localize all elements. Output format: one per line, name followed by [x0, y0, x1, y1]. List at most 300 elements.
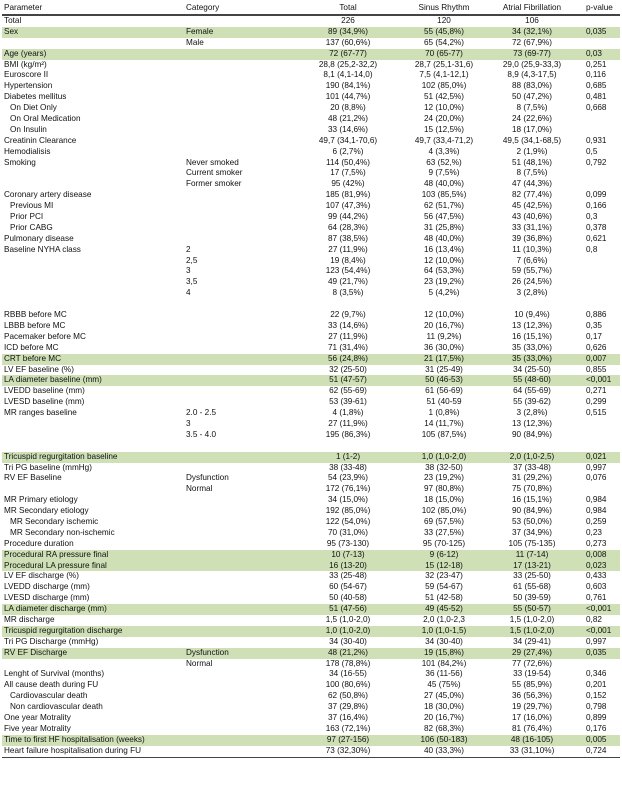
- row-parameter: LVESD baseline (mm): [4, 397, 85, 407]
- row-atrial-fibrillation: 43 (40,6%): [511, 212, 553, 222]
- row-total: 50 (40-58): [329, 593, 367, 603]
- row-sinus-rhythm: 11 (9,2%): [426, 331, 462, 341]
- row-parameter: CRT before MC: [4, 353, 62, 363]
- row-parameter: All cause death during FU: [4, 680, 99, 690]
- table-row: [2, 332, 620, 343]
- table-row: [2, 49, 620, 60]
- row-sinus-rhythm: 12 (10,0%): [423, 310, 465, 320]
- table-row: [2, 615, 620, 626]
- row-sinus-rhythm: 102 (85,0%): [421, 81, 467, 91]
- row-total: 33 (14,6%): [327, 124, 369, 134]
- row-sinus-rhythm: 18 (30,0%): [423, 702, 465, 712]
- row-sinus-rhythm: 24 (20,0%): [423, 114, 465, 124]
- row-sinus-rhythm: 82 (68,3%): [423, 723, 465, 733]
- table-row: [2, 288, 620, 299]
- row-category: 3: [186, 418, 191, 428]
- table-header-row: [2, 2, 620, 15]
- row-sinus-rhythm: 106 (50-183): [420, 734, 468, 744]
- table-row: [2, 38, 620, 49]
- table-row: [2, 408, 620, 419]
- row-total: 60 (54-67): [329, 582, 367, 592]
- row-p-value: <0,001: [586, 375, 612, 385]
- row-p-value: 0,005: [586, 734, 607, 744]
- row-total: 185 (81,9%): [325, 190, 371, 200]
- row-p-value: 0,433: [586, 571, 607, 581]
- row-sinus-rhythm: 33 (27,5%): [423, 527, 465, 537]
- row-atrial-fibrillation: 1,5 (1,0-2,0): [509, 614, 555, 624]
- row-total: 33 (14,6%): [327, 320, 369, 330]
- row-p-value: 0,997: [586, 636, 607, 646]
- table-row: [2, 441, 620, 452]
- row-p-value: 0,886: [586, 310, 607, 320]
- table-row: [2, 637, 620, 648]
- table-row: [2, 147, 620, 158]
- table-row: [2, 354, 620, 365]
- table-row: [2, 746, 620, 758]
- row-p-value: 0,271: [586, 386, 607, 396]
- header-parameter: Parameter: [4, 3, 43, 12]
- row-sinus-rhythm: 16 (13,4%): [423, 244, 465, 254]
- row-p-value: 0,761: [586, 593, 607, 603]
- row-total: 10 (7-13): [331, 549, 365, 559]
- row-atrial-fibrillation: 35 (33,0%): [511, 342, 553, 352]
- row-category: Dysfunction: [186, 473, 229, 483]
- table-row: [2, 212, 620, 223]
- row-atrial-fibrillation: 51 (48,1%): [511, 157, 553, 167]
- table-row: [2, 168, 620, 179]
- row-parameter: Coronary artery disease: [4, 190, 92, 200]
- row-total: 95 (73-130): [326, 538, 370, 548]
- row-parameter: Euroscore II: [4, 70, 49, 80]
- row-atrial-fibrillation: 55 (50-57): [513, 604, 551, 614]
- row-p-value: 0,116: [586, 70, 606, 80]
- table-row: [2, 179, 620, 190]
- row-p-value: 0,259: [586, 516, 607, 526]
- row-sinus-rhythm: 48 (40,0%): [423, 233, 465, 243]
- row-total: 1,0 (1,0-2,0): [325, 625, 371, 635]
- row-atrial-fibrillation: 39 (36,8%): [511, 233, 553, 243]
- row-p-value: 0,626: [586, 342, 607, 352]
- table-row: [2, 473, 620, 484]
- table-row: [2, 321, 620, 332]
- row-total: 70 (31,0%): [327, 527, 369, 537]
- table-body: [2, 15, 620, 758]
- row-total: 163 (72,1%): [325, 723, 371, 733]
- row-parameter: Procedural LA pressure final: [4, 560, 107, 570]
- row-total: 1 (1-2): [335, 451, 361, 461]
- row-total: 48 (21,2%): [327, 647, 369, 657]
- table-row: [2, 517, 620, 528]
- row-parameter: Total: [4, 16, 22, 25]
- row-parameter: Hemodialisis: [4, 146, 51, 156]
- row-total: 51 (47-56): [329, 604, 367, 614]
- row-atrial-fibrillation: 72 (67,9%): [511, 37, 553, 47]
- row-parameter: MR Secondary etiology: [4, 506, 89, 516]
- row-sinus-rhythm: 38 (32-50): [425, 462, 463, 472]
- row-atrial-fibrillation: 19 (29,7%): [511, 702, 553, 712]
- row-p-value: 0,023: [586, 560, 607, 570]
- row-p-value: 0,724: [586, 745, 607, 755]
- table-row: [2, 158, 620, 169]
- row-atrial-fibrillation: 17 (16,0%): [511, 713, 553, 722]
- row-atrial-fibrillation: 34 (25-50): [513, 364, 551, 374]
- table-row: [2, 234, 620, 245]
- row-p-value: 0,82: [586, 614, 602, 624]
- row-sinus-rhythm: 15 (12-18): [425, 560, 463, 570]
- row-total: 34 (16-55): [329, 669, 367, 679]
- row-parameter: RV EF Discharge: [4, 647, 68, 657]
- row-p-value: 0,099: [586, 190, 607, 200]
- table-row: [2, 70, 620, 81]
- row-p-value: 0,997: [586, 462, 607, 472]
- row-total: 27 (11,9%): [328, 331, 368, 341]
- row-sinus-rhythm: 49 (45-52): [425, 604, 463, 614]
- row-parameter: BMI (kg/m²): [4, 59, 47, 69]
- row-atrial-fibrillation: 64 (55-69): [513, 386, 551, 396]
- row-sinus-rhythm: 45 (75%): [427, 680, 461, 690]
- row-sinus-rhythm: 31 (25,8%): [423, 222, 465, 232]
- row-p-value: <0,001: [586, 604, 612, 614]
- row-total: 195 (86,3%): [325, 429, 371, 439]
- row-atrial-fibrillation: 61 (55-68): [513, 582, 551, 592]
- table-row: [2, 648, 620, 659]
- row-total: 20 (8,8%): [330, 103, 366, 113]
- table-row: [2, 604, 620, 615]
- table-row: [2, 735, 620, 746]
- row-total: 99 (44,2%): [327, 212, 369, 222]
- row-p-value: 0,251: [586, 59, 607, 69]
- row-sinus-rhythm: 34 (30-40): [425, 636, 463, 646]
- row-sinus-rhythm: 56 (47,5%): [423, 212, 465, 222]
- row-p-value: 0,984: [586, 506, 607, 516]
- row-p-value: 0,5: [586, 146, 598, 156]
- row-atrial-fibrillation: 3 (2,8%): [516, 408, 548, 418]
- row-parameter: Smoking: [4, 157, 36, 167]
- row-parameter: Sex: [4, 26, 19, 36]
- table-row: [2, 506, 620, 517]
- table-row: [2, 223, 620, 234]
- row-atrial-fibrillation: 88 (83,0%): [511, 81, 553, 91]
- row-parameter: Lenght of Survival (months): [4, 669, 105, 679]
- row-p-value: 0,855: [586, 364, 607, 374]
- table-row: [2, 463, 620, 474]
- row-sinus-rhythm: 51 (40-59: [426, 397, 462, 407]
- table-row: [2, 539, 620, 550]
- row-p-value: 0,273: [586, 538, 607, 548]
- row-category: 3: [186, 266, 191, 276]
- table-row: [2, 495, 620, 506]
- row-p-value: <0,001: [586, 625, 612, 635]
- row-sinus-rhythm: 48 (40,0%): [423, 179, 465, 189]
- table-row: [2, 593, 620, 604]
- row-sinus-rhythm: 7,5 (4,1-12,1): [419, 70, 469, 80]
- row-total: 34 (15,0%): [327, 495, 369, 505]
- row-sinus-rhythm: 40 (33,3%): [423, 745, 465, 755]
- row-atrial-fibrillation: 10 (9,4%): [514, 310, 550, 320]
- row-atrial-fibrillation: 37 (33-48): [513, 462, 551, 472]
- row-parameter: Pacemaker before MC: [4, 331, 86, 341]
- row-atrial-fibrillation: 17 (13-21): [513, 560, 551, 570]
- row-parameter: Age (years): [4, 48, 47, 58]
- table-row: [2, 724, 620, 735]
- row-total: 49 (21,7%): [327, 277, 369, 287]
- row-parameter: Tri PG baseline (mmHg): [4, 462, 92, 472]
- row-total: 137 (60,6%): [325, 37, 371, 47]
- table-row: [2, 561, 620, 572]
- row-atrial-fibrillation: 31 (29,2%): [511, 473, 553, 483]
- row-total: 95 (42%): [331, 179, 365, 189]
- row-atrial-fibrillation: 16 (15,1%): [511, 495, 553, 505]
- row-sinus-rhythm: 12 (10,0%): [423, 103, 465, 113]
- row-parameter: ICD before MC: [4, 342, 59, 352]
- row-parameter: LBBB before MC: [4, 320, 66, 330]
- row-atrial-fibrillation: 8 (7,5%): [516, 168, 548, 178]
- row-parameter: LA diameter discharge (mm): [4, 604, 107, 614]
- row-atrial-fibrillation: 50 (39-59): [513, 593, 551, 603]
- table-row: [2, 430, 620, 441]
- table-row: [2, 680, 620, 691]
- row-total: 178 (78,8%): [325, 658, 371, 668]
- row-sinus-rhythm: 50 (46-53): [425, 375, 463, 385]
- row-sinus-rhythm: 97 (80,8%): [423, 484, 465, 494]
- row-parameter: Tricuspid regurgitation discharge: [4, 625, 123, 635]
- row-sinus-rhythm: 95 (70-125): [422, 538, 466, 548]
- row-total: 19 (8,4%): [330, 255, 366, 265]
- row-sinus-rhythm: 21 (17,5%): [423, 353, 465, 363]
- row-category: Normal: [186, 658, 213, 668]
- row-p-value: 0,007: [586, 353, 607, 363]
- table-row: [2, 484, 620, 495]
- row-parameter: RV EF Baseline: [4, 473, 62, 483]
- row-parameter: Pulmonary disease: [4, 233, 74, 243]
- row-atrial-fibrillation: 11 (7-14): [515, 549, 549, 559]
- row-atrial-fibrillation: 36 (56,3%): [511, 691, 553, 701]
- row-parameter: One year Motrality: [4, 713, 71, 722]
- row-atrial-fibrillation: 11 (10,3%): [512, 244, 552, 254]
- row-p-value: 0,668: [586, 103, 607, 113]
- header-p-value: p-value: [586, 3, 613, 12]
- row-total: 48 (21,2%): [327, 114, 369, 124]
- table-row: [2, 92, 620, 103]
- header-total: Total: [339, 3, 357, 12]
- row-p-value: 0,152: [586, 691, 607, 701]
- row-sinus-rhythm: 18 (15,0%): [423, 495, 465, 505]
- table-row: [2, 343, 620, 354]
- row-parameter: MR Primary etiology: [4, 495, 78, 505]
- row-sinus-rhythm: 23 (19,2%): [423, 277, 465, 287]
- row-parameter: On Oral Medication: [10, 114, 81, 124]
- row-parameter: Creatinin Clearance: [4, 135, 77, 145]
- row-p-value: 0,17: [586, 331, 602, 341]
- row-p-value: 0,176: [586, 723, 607, 733]
- table-row: [2, 582, 620, 593]
- row-parameter: On Diet Only: [10, 103, 57, 113]
- row-atrial-fibrillation: 2 (1,9%): [516, 146, 548, 156]
- row-sinus-rhythm: 9 (7,5%): [428, 168, 460, 178]
- table-row: [2, 571, 620, 582]
- row-total: 8,1 (4,1-14,0): [323, 70, 373, 80]
- row-total: 54 (23,9%): [327, 473, 369, 483]
- row-sinus-rhythm: 59 (54-67): [425, 582, 463, 592]
- row-sinus-rhythm: 120: [437, 16, 451, 25]
- row-p-value: 0,299: [586, 397, 607, 407]
- row-total: 97 (27-156): [326, 734, 370, 744]
- row-p-value: 0,035: [586, 26, 607, 36]
- row-p-value: 0,201: [586, 680, 607, 690]
- row-p-value: 0,798: [586, 702, 607, 712]
- row-atrial-fibrillation: 49,5 (34,1-68,5): [502, 135, 562, 145]
- row-total: 107 (47,3%): [325, 201, 371, 211]
- row-parameter: On Insulin: [10, 124, 47, 134]
- baseline-characteristics-table: [2, 2, 620, 758]
- table-row: [2, 669, 620, 680]
- row-sinus-rhythm: 103 (85,5%): [421, 190, 467, 200]
- row-sinus-rhythm: 69 (57,5%): [423, 516, 465, 526]
- row-atrial-fibrillation: 8,9 (4,3-17,5): [507, 70, 557, 80]
- table-row: [2, 201, 620, 212]
- row-p-value: 0,899: [586, 713, 607, 722]
- row-total: 122 (54,0%): [325, 516, 371, 526]
- row-category: Current smoker: [186, 168, 243, 178]
- row-sinus-rhythm: 62 (51,7%): [423, 201, 465, 211]
- row-total: 62 (50,8%): [327, 691, 369, 701]
- row-total: 87 (38,5%): [327, 233, 369, 243]
- row-atrial-fibrillation: 34 (29-41): [513, 636, 551, 646]
- row-total: 123 (54,4%): [325, 266, 371, 276]
- row-total: 89 (34,9%): [327, 26, 369, 36]
- row-atrial-fibrillation: 55 (85,9%): [511, 680, 553, 690]
- row-sinus-rhythm: 9 (6-12): [429, 549, 459, 559]
- row-atrial-fibrillation: 55 (39-62): [513, 397, 551, 407]
- row-sinus-rhythm: 36 (11-56): [425, 669, 463, 679]
- row-p-value: 0,35: [586, 320, 602, 330]
- row-atrial-fibrillation: 26 (24,5%): [511, 277, 553, 287]
- row-total: 226: [341, 16, 355, 25]
- row-p-value: 0,076: [586, 473, 607, 483]
- row-parameter: LVESD discharge (mm): [4, 593, 90, 603]
- row-total: 51 (47-57): [329, 375, 367, 385]
- row-category: Normal: [186, 484, 213, 494]
- row-atrial-fibrillation: 105 (75-135): [508, 538, 556, 548]
- row-atrial-fibrillation: 73 (69-77): [513, 48, 551, 58]
- row-category: 4: [186, 288, 191, 298]
- table-row: [2, 190, 620, 201]
- row-p-value: 0,621: [586, 233, 607, 243]
- row-sinus-rhythm: 105 (87,5%): [421, 429, 467, 439]
- row-sinus-rhythm: 63 (52,%): [426, 157, 462, 167]
- row-parameter: LVEDD baseline (mm): [4, 386, 85, 396]
- row-atrial-fibrillation: 55 (48-60): [513, 375, 551, 385]
- row-sinus-rhythm: 51 (42,5%): [423, 92, 465, 102]
- table-row: [2, 713, 620, 724]
- row-atrial-fibrillation: 13 (12,3%): [511, 320, 553, 330]
- row-parameter: Previous MI: [10, 201, 54, 211]
- row-total: 172 (76,1%): [325, 484, 371, 494]
- row-atrial-fibrillation: 13 (12,3%): [511, 418, 553, 428]
- row-total: 62 (55-69): [329, 386, 367, 396]
- row-total: 28,8 (25,2-32,2): [318, 59, 378, 69]
- table-row: [2, 550, 620, 561]
- row-atrial-fibrillation: 37 (34,9%): [511, 527, 553, 537]
- row-atrial-fibrillation: 90 (84,9%): [511, 506, 553, 516]
- table-row: [2, 386, 620, 397]
- row-atrial-fibrillation: 2,0 (1,0-2,5): [509, 451, 555, 461]
- header-sinus-rhythm: Sinus Rhythm: [418, 3, 470, 12]
- row-total: 33 (25-48): [329, 571, 367, 581]
- row-sinus-rhythm: 64 (53,3%): [423, 266, 465, 276]
- row-total: 100 (80,6%): [325, 680, 371, 690]
- row-parameter: Prior CABG: [10, 222, 53, 232]
- row-sinus-rhythm: 61 (56-69): [425, 386, 463, 396]
- row-sinus-rhythm: 23 (19,2%): [423, 473, 465, 483]
- row-total: 32 (25-50): [329, 364, 367, 374]
- row-total: 37 (29,8%): [327, 702, 369, 712]
- row-sinus-rhythm: 5 (4,2%): [428, 288, 460, 298]
- row-total: 6 (2,7%): [332, 146, 364, 156]
- row-parameter: Cardiovascular death: [10, 691, 88, 701]
- row-p-value: 0,166: [586, 201, 607, 211]
- row-parameter: RBBB before MC: [4, 310, 67, 320]
- row-category: 2.0 - 2.5: [186, 408, 217, 418]
- table-row: [2, 528, 620, 539]
- row-total: 37 (16,4%): [327, 713, 369, 722]
- table-row: [2, 310, 620, 321]
- row-category: Female: [186, 26, 214, 36]
- row-sinus-rhythm: 1 (0,8%): [428, 408, 460, 418]
- row-p-value: 0,481: [586, 92, 607, 102]
- table-row: [2, 277, 620, 288]
- row-total: 38 (33-48): [329, 462, 367, 472]
- row-atrial-fibrillation: 8 (7,5%): [516, 103, 548, 113]
- row-sinus-rhythm: 49,7 (33,4-71,2): [414, 135, 474, 145]
- row-sinus-rhythm: 32 (23-47): [425, 571, 463, 581]
- row-atrial-fibrillation: 3 (2,8%): [516, 288, 548, 298]
- row-sinus-rhythm: 14 (11,7%): [424, 418, 464, 428]
- row-parameter: Tri PG Discharge (mmHg): [4, 636, 99, 646]
- row-sinus-rhythm: 70 (65-77): [425, 48, 463, 58]
- row-atrial-fibrillation: 29 (27,4%): [511, 647, 553, 657]
- row-total: 53 (39-61): [329, 397, 367, 407]
- row-p-value: 0,346: [586, 669, 607, 679]
- row-atrial-fibrillation: 82 (77,4%): [511, 190, 553, 200]
- row-total: 71 (31,4%): [327, 342, 369, 352]
- row-atrial-fibrillation: 77 (72,6%): [511, 658, 553, 668]
- row-sinus-rhythm: 55 (45,8%): [423, 26, 465, 36]
- row-atrial-fibrillation: 1,5 (1,0-2,0): [509, 625, 555, 635]
- row-p-value: 0,035: [586, 647, 607, 657]
- row-parameter: Diabetes mellitus: [4, 92, 67, 102]
- row-parameter: Heart failure hospitalisation during FU: [4, 745, 141, 755]
- table-row: [2, 365, 620, 376]
- row-parameter: Baseline NYHA class: [4, 244, 81, 254]
- table-row: [2, 27, 620, 38]
- row-total: 34 (30-40): [329, 636, 367, 646]
- row-sinus-rhythm: 2,0 (1,0-2,3: [423, 614, 465, 624]
- table-row: [2, 245, 620, 256]
- row-atrial-fibrillation: 18 (17,0%): [511, 124, 553, 134]
- row-atrial-fibrillation: 53 (50,0%): [511, 516, 553, 526]
- header-atrial-fibrillation: Atrial Fibrillation: [502, 3, 562, 12]
- table-row: [2, 266, 620, 277]
- table-row: [2, 114, 620, 125]
- row-parameter: LV EF baseline (%): [4, 364, 74, 374]
- row-total: 73 (32,30%): [325, 745, 371, 755]
- row-total: 101 (44,7%): [325, 92, 371, 102]
- row-category: Never smoked: [186, 157, 239, 167]
- row-parameter: LA diameter baseline (mm): [4, 375, 102, 385]
- row-sinus-rhythm: 65 (54,2%): [423, 37, 465, 47]
- row-total: 49,7 (34,1-70,6): [318, 135, 378, 145]
